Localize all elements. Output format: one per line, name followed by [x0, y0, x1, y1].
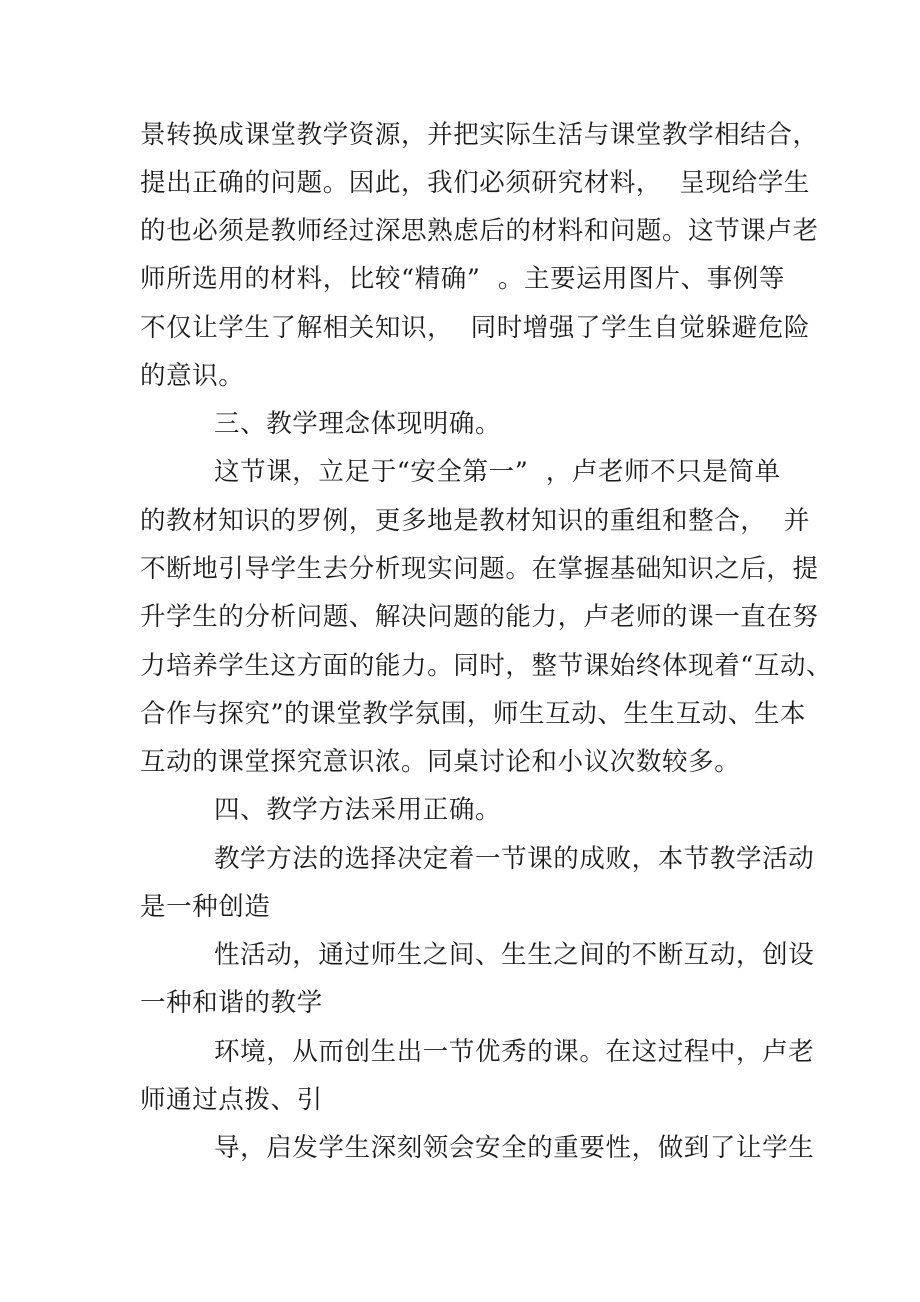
text-line: 是一种创造 — [140, 892, 271, 922]
text-line: 的教材知识的罗例，更多地是教材知识的重组和整合， 并 — [140, 506, 810, 536]
text-line: 师通过点拨、引 — [140, 1085, 323, 1115]
text-line: 一种和谐的教学 — [140, 988, 323, 1018]
text-line: 这节课，立足于“安全第一” ，卢老师不只是简单 — [214, 457, 781, 487]
text-line: 力培养学生这方面的能力。同时，整节课始终体现着“互动、 — [140, 651, 833, 681]
section-heading: 四、教学方法采用正确。 — [214, 795, 502, 825]
text-line: 的意识。 — [140, 361, 245, 391]
text-line: 的也必须是教师经过深思熟虑后的材料和问题。这节课卢老 — [140, 216, 819, 246]
text-line: 不断地引导学生去分析现实问题。在掌握基础知识之后，提 — [140, 554, 819, 584]
text-line: 合作与探究”的课堂教学氛围，师生互动、生生互动、生本 — [140, 699, 807, 729]
section-heading: 三、教学理念体现明确。 — [214, 409, 502, 439]
text-line: 升学生的分析问题、解决问题的能力，卢老师的课一直在努 — [140, 602, 819, 632]
text-line: 导，启发学生深刻领会安全的重要性，做到了让学生 — [214, 1133, 815, 1163]
text-line: 景转换成课堂教学资源，并把实际生活与课堂教学相结合， — [140, 120, 819, 150]
text-line: 环境，从而创生出一节优秀的课。在这过程中，卢老 — [214, 1037, 815, 1067]
text-line: 互动的课堂探究意识浓。同桌讨论和小议次数较多。 — [140, 747, 741, 777]
text-line: 教学方法的选择决定着一节课的成败，本节教学活动 — [214, 844, 815, 874]
text-line: 不仅让学生了解相关知识， 同时增强了学生自觉躲避危险 — [140, 313, 810, 343]
text-line: 提出正确的问题。因此，我们必须研究材料， 呈现给学生 — [140, 168, 810, 198]
text-line: 性活动，通过师生之间、生生之间的不断互动，创设 — [214, 940, 815, 970]
text-line: 师所选用的材料，比较“精确” 。主要运用图片、事例等 — [140, 264, 785, 294]
